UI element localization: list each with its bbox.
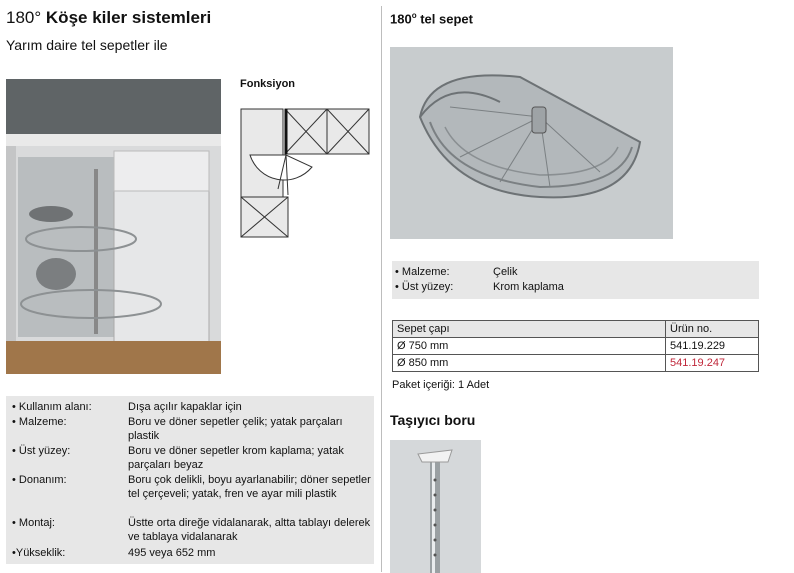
package-contents: Paket içeriği: 1 Adet	[392, 379, 490, 391]
material-key: • Malzeme:	[395, 266, 450, 278]
title-bold: Köşe kiler sistemleri	[45, 8, 212, 27]
basket-title-prefix: 180	[390, 11, 412, 27]
spec-key: • Montaj:	[12, 517, 55, 529]
cell-size: Ø 850 mm	[393, 355, 666, 372]
spec-key: •Yükseklik:	[12, 547, 66, 559]
spec-key: • Kullanım alanı:	[12, 401, 92, 413]
page-subtitle: Yarım daire tel sepetler ile	[6, 37, 168, 53]
page-title	[6, 8, 211, 28]
kitchen-photo	[6, 79, 221, 374]
header-code: Ürün no.	[666, 321, 759, 338]
spec-key: • Üst yüzey:	[12, 445, 71, 457]
spec-value: 495 veya 652 mm	[128, 547, 216, 559]
spec-value: Boru ve döner sepetler çelik; yatak parçaları plastik	[128, 416, 343, 442]
cell-size: Ø 750 mm	[393, 338, 666, 355]
spec-value: Boru ve döner sepetler krom kaplama; yatak parçaları beyaz	[128, 445, 344, 471]
carrier-title: Taşıyıcı boru	[390, 412, 476, 428]
spec-key: • Donanım:	[12, 474, 67, 486]
spec-value: Dışa açılır kapaklar için	[128, 401, 242, 413]
spec-box	[6, 396, 374, 564]
function-diagram	[240, 107, 370, 239]
pole-photo	[390, 440, 481, 573]
spec-key: • Malzeme:	[12, 416, 67, 428]
table-header-row	[393, 321, 759, 338]
cell-code: 541.19.229	[666, 338, 759, 355]
spec-value: Boru çok delikli, boyu ayarlanabilir; döner sepetler tel çerçeveli; yatak, fren ve ayar mili plastik	[128, 474, 371, 500]
cell-code: 541.19.247	[666, 355, 759, 372]
material-box	[392, 261, 759, 299]
basket-title-sup: o	[411, 11, 417, 20]
header-size: Sepet çapı	[393, 321, 666, 338]
material-value: Çelik	[493, 266, 518, 278]
product-table	[392, 320, 759, 372]
basket-title-suffix: tel sepet	[420, 11, 473, 27]
surface-key: • Üst yüzey:	[395, 281, 454, 293]
title-prefix: 180°	[6, 8, 42, 27]
table-row	[393, 355, 759, 372]
basket-title	[390, 11, 473, 26]
column-divider	[381, 6, 382, 572]
surface-value: Krom kaplama	[493, 281, 564, 293]
function-label: Fonksiyon	[240, 78, 296, 90]
basket-photo	[390, 47, 673, 239]
spec-value: Üstte orta direğe vidalanarak, altta tablayı delerek ve tablaya vidalanarak	[128, 517, 371, 543]
table-row	[393, 338, 759, 355]
